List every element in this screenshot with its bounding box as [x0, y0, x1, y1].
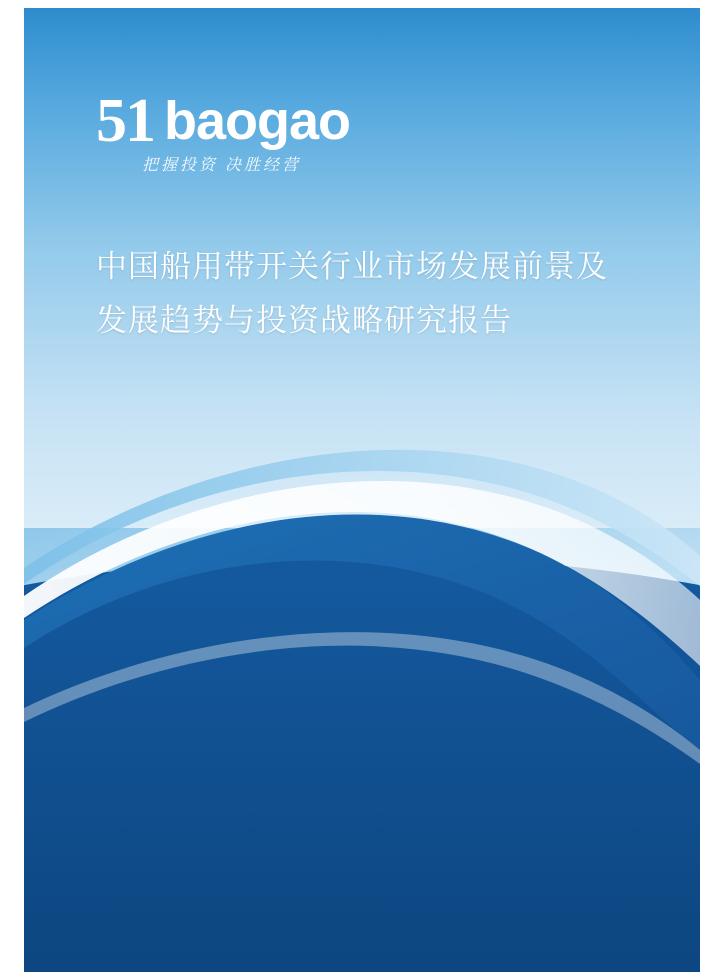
- report-title-line-2: 发展趋势与投资战略研究报告: [96, 303, 512, 338]
- logo-slogan: 把握投资 决胜经营: [142, 157, 302, 174]
- logo-mark-text: 51: [96, 87, 154, 155]
- logo-wordmark: baogao: [164, 91, 351, 151]
- cover-artwork: [24, 8, 700, 972]
- report-title-line-1: 中国船用带开关行业市场发展前景及: [96, 249, 608, 284]
- brand-logo: [96, 87, 396, 180]
- report-title: [96, 240, 656, 348]
